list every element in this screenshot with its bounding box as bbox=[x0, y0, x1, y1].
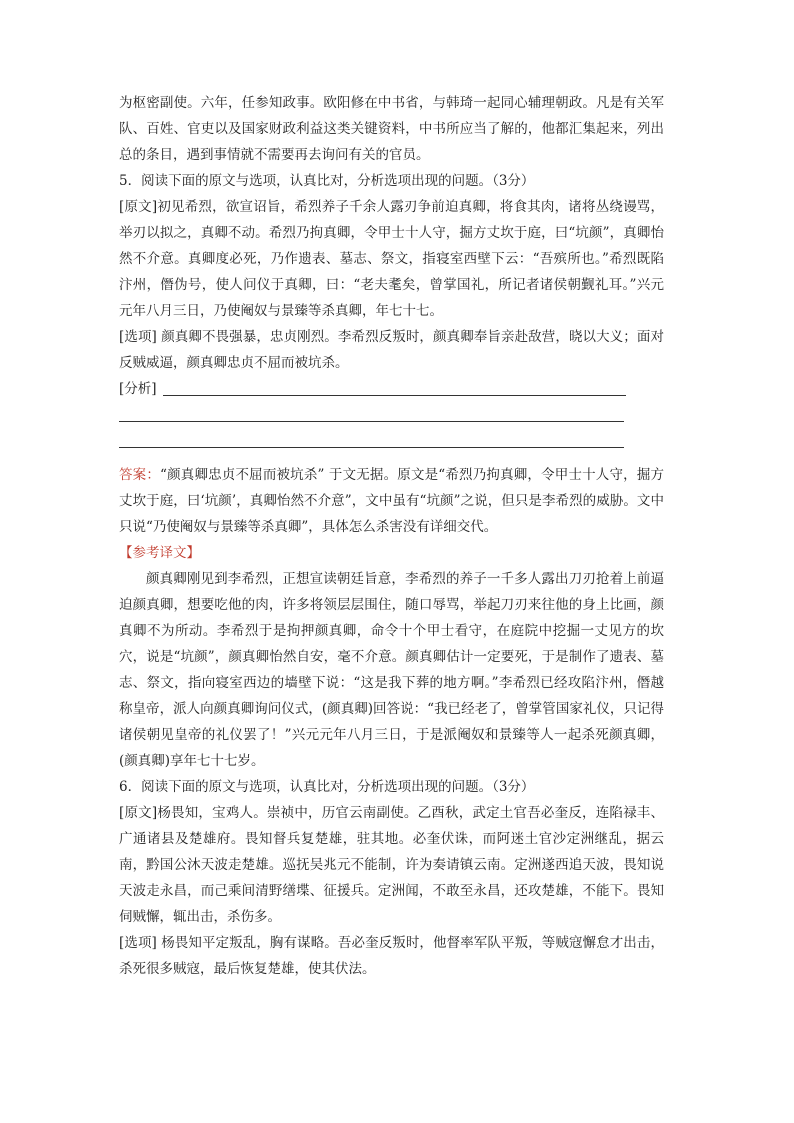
reference-translation-title: 【参考译文】 bbox=[119, 545, 200, 561]
answer-underline bbox=[119, 447, 624, 448]
answer-underline bbox=[119, 421, 624, 422]
spacer bbox=[119, 454, 664, 462]
answer-underline bbox=[163, 395, 626, 396]
reference-translation: 颜真卿刚见到李希烈，正想宣读朝廷旨意，李希烈的养子一千多人露出刀刃抢着上前逼迫颜真卿，想要吃他的肉，许多将领层层围住，随口辱骂，举起刀刃来往他的身上比画，颜真卿不为所动。李希烈于是拘押颜真卿，命令十个甲士看守，在庭院中挖掘一丈见方的坎穴，说是“坑颜”，颜真卿怡然自安，毫不介意。颜真卿估计一定要死，于是制作了遗表、墓志、祭文，指向寝室西边的墙壁下说：“这是我下葬的地方啊。”李希烈已经攻陷汴州，僭越称皇帝，派人向颜真卿询问仪式，(颜真卿)回答说：“我已经老了，曾掌管国家礼仪，只记得诸侯朝见皇帝的礼仪罢了！”兴元元年八月三日，于是派阉奴和景臻等人一起杀死颜真卿，(颜真卿)享年七十七岁。 bbox=[119, 571, 664, 769]
question-5-option: [选项] 颜真卿不畏强暴，忠贞刚烈。李希烈反叛时，颜真卿奉旨亲赴敌营，晓以大义；面对反贼威逼，颜真卿忠贞不屈而被坑杀。 bbox=[119, 329, 664, 371]
answer-label: 答案： bbox=[119, 467, 161, 483]
answer-text: “颜真卿忠贞不屈而被坑杀” 于文无据。原文是“希烈乃拘真卿，令甲士十人守，掘方丈坎于庭，曰‘坑颜’，真卿怡然不介意”，文中虽有“坑颜”之说，但只是李希烈的威胁。文中只说“乃使阉奴与景臻等杀真卿”，具体怎么杀害没有详细交代。 bbox=[119, 467, 665, 535]
question-5-original-text: [原文]初见希烈，欲宣诏旨，希烈养子千余人露刃争前迫真卿，将食其肉，诸将丛绕谩骂，举刃以拟之，真卿不动。希烈乃拘真卿，令甲士十人守，掘方丈坎于庭，曰“坑颜”，真卿怡然不介意。真卿度必死，乃作遗表、墓志、祭文，指寝室西壁下云：“吾殡所也。”希烈既陷汴州，僭伪号，使人问仪于真卿，曰：“老夫耄矣，曾掌国礼，所记者诸侯朝觐礼耳。”兴元元年八月三日，乃使阉奴与景臻等杀真卿，年七十七。 bbox=[119, 199, 664, 319]
analysis-answer-line-1[interactable] bbox=[119, 376, 664, 402]
analysis-answer-line-3[interactable] bbox=[119, 428, 664, 454]
analysis-label: [分析] bbox=[119, 381, 157, 397]
question-6-heading: 6．阅读下面的原文与选项，认真比对，分析选项出现的问题。（3分） bbox=[119, 779, 535, 795]
question-6-original-text: [原文]杨畏知，宝鸡人。崇祯中，历官云南副使。乙酉秋，武定土官吾必奎反，连陷禄丰、广通诸县及楚雄府。畏知督兵复楚雄，驻其地。必奎伏诛，而阿迷土官沙定洲继乱，据云南，黔国公沐天波走楚雄。巡抚吴兆元不能制，许为奏请镇云南。定洲遂西追天波，畏知说天波走永昌，而己乘间清野缮堞、征援兵。定洲闻，不敢至永昌，还攻楚雄，不能下。畏知伺贼懈，辄出击，杀伤多。 bbox=[119, 805, 664, 925]
paragraph-continued: 为枢密副使。六年，任参知政事。欧阳修在中书省，与韩琦一起同心辅理朝政。凡是有关军队、百姓、官吏以及国家财政利益这类关键资料，中书所应当了解的，他都汇集起来，列出总的条目，遇到事情就不需要再去询问有关的官员。 bbox=[119, 95, 664, 163]
analysis-answer-line-2[interactable] bbox=[119, 402, 664, 428]
question-6-option: [选项] 杨畏知平定叛乱，胸有谋略。吾必奎反叛时，他督率军队平叛，等贼寇懈怠才出击，杀死很多贼寇，最后恢复楚雄，使其伏法。 bbox=[119, 935, 664, 977]
document-page bbox=[119, 90, 664, 982]
question-5-heading: 5．阅读下面的原文与选项，认真比对，分析选项出现的问题。（3分） bbox=[119, 173, 535, 189]
question-5-answer bbox=[119, 462, 664, 540]
